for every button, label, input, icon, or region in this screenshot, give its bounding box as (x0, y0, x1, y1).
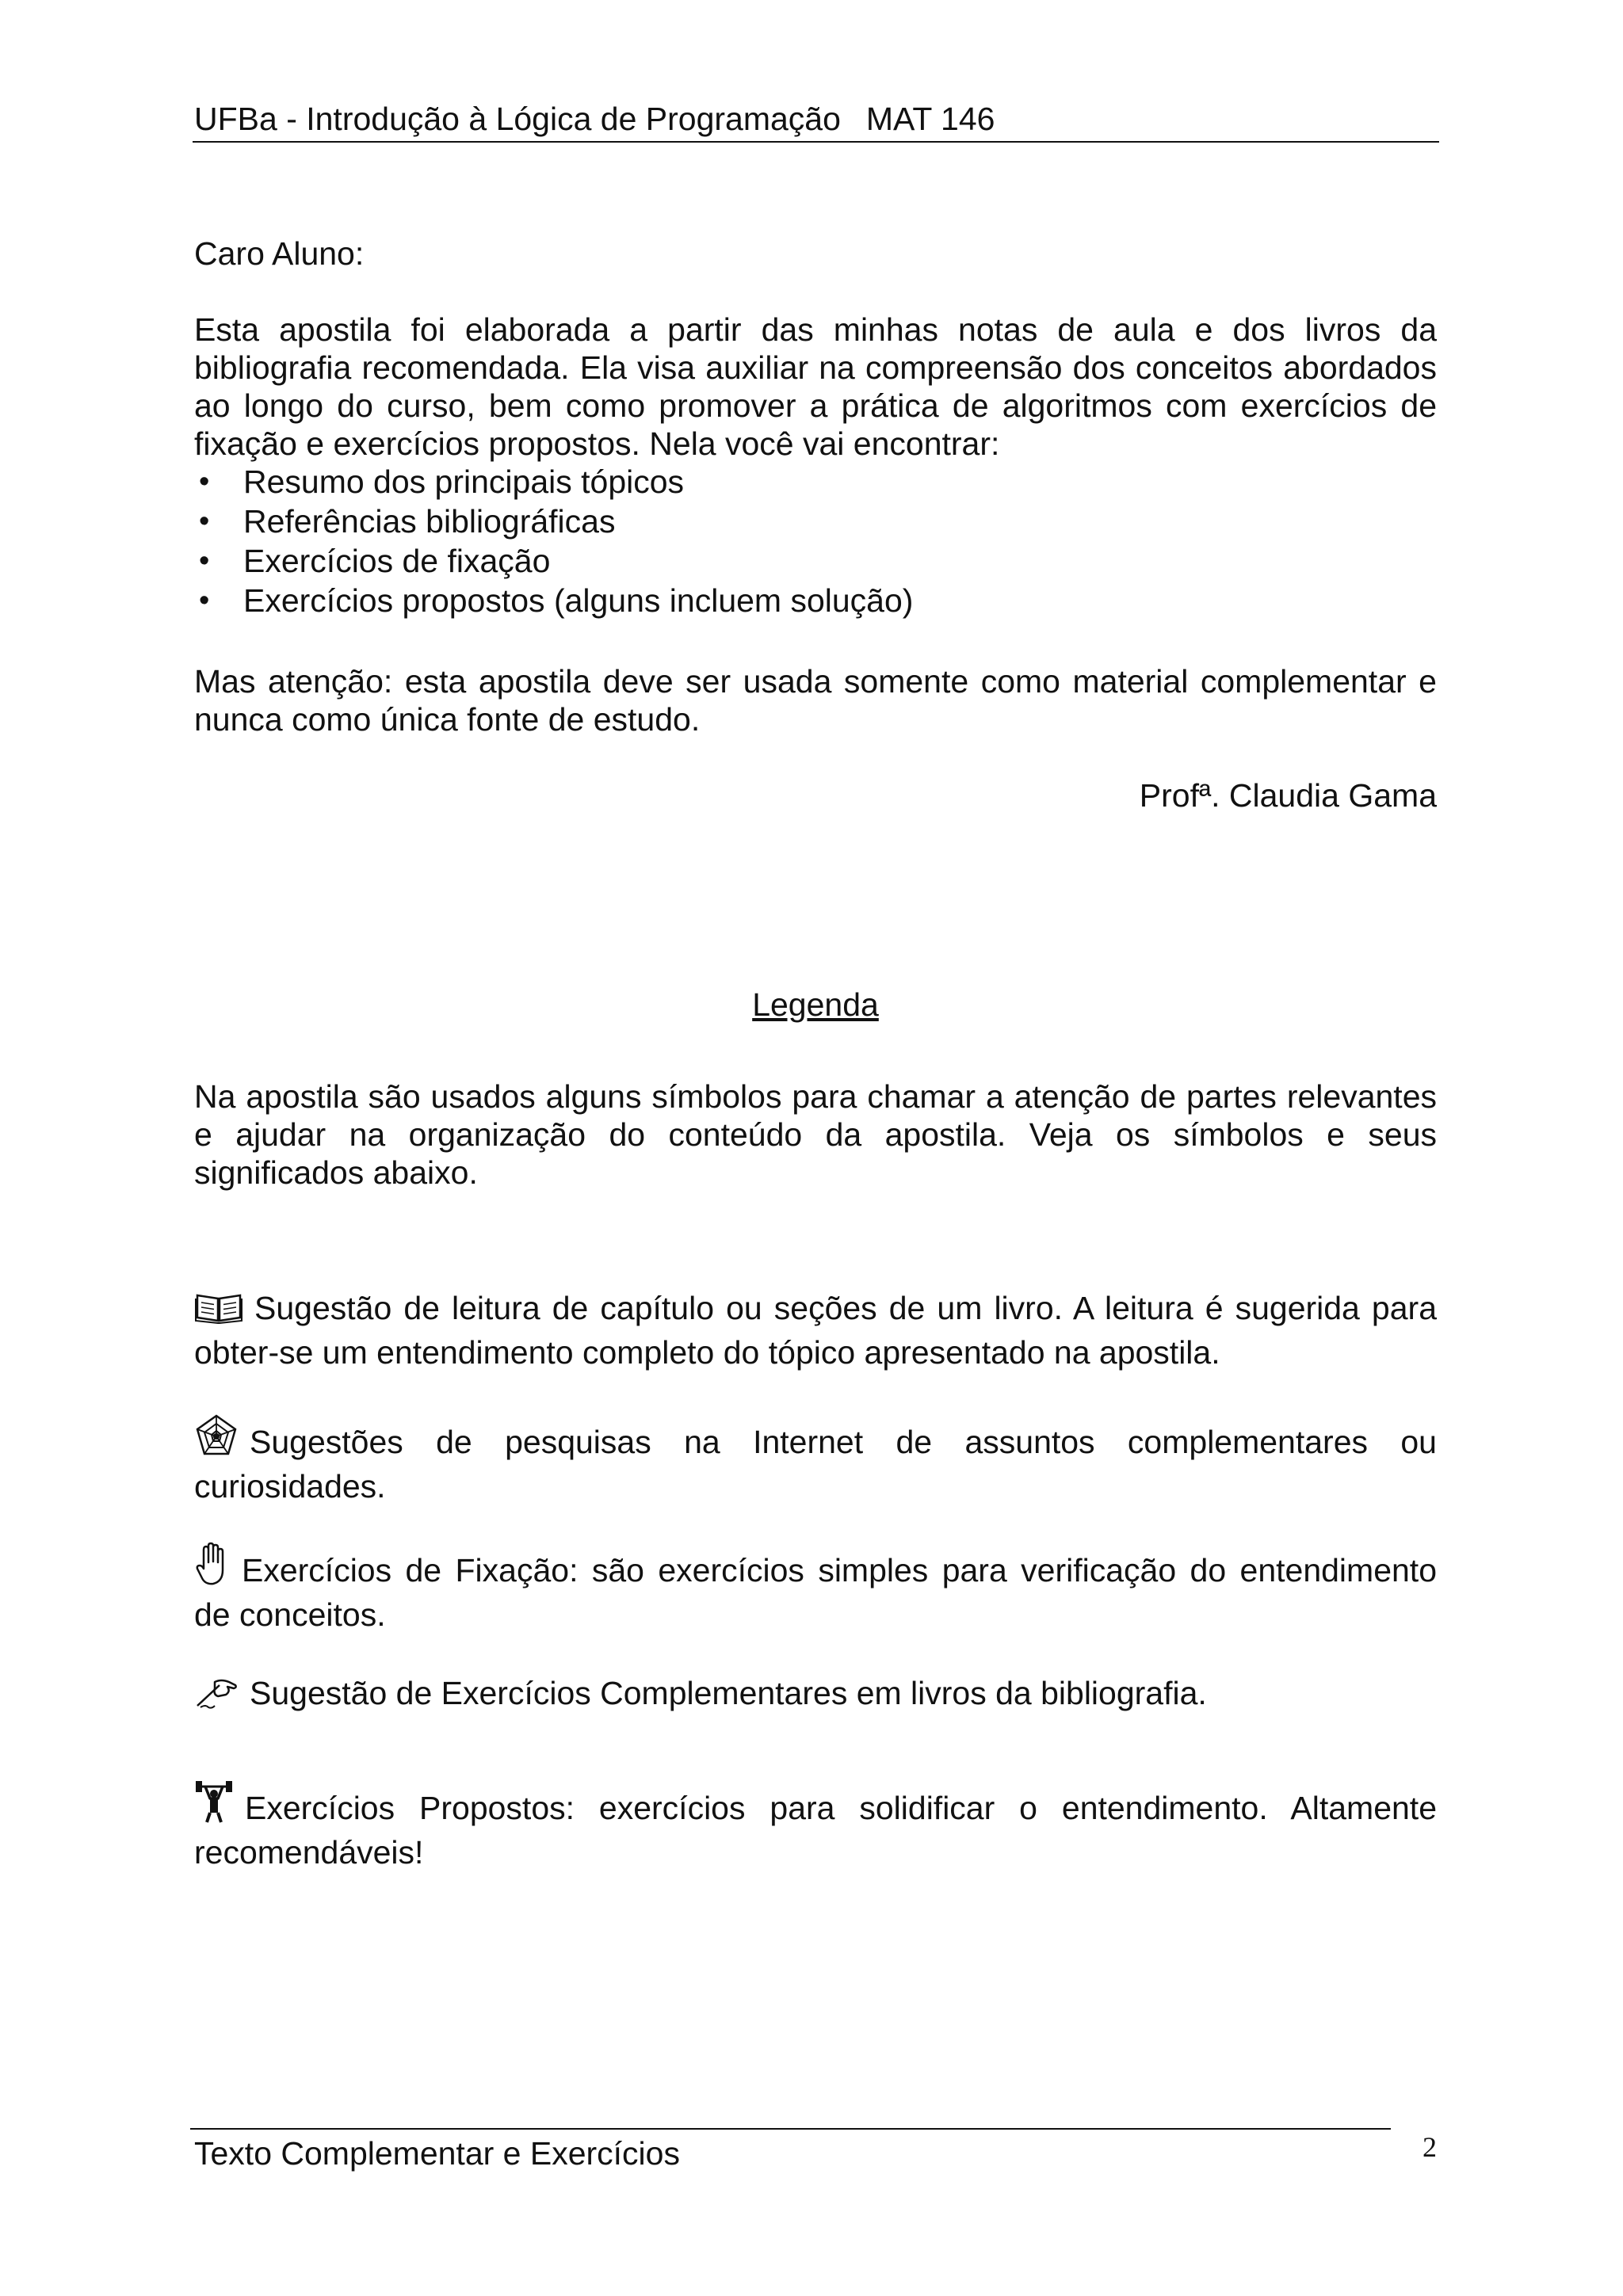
legend-item-complementary (194, 1673, 1437, 1718)
header-text (194, 100, 995, 138)
list-item: • Exercícios propostos (alguns incluem solução) (194, 582, 1437, 621)
legend-item-reading (194, 1288, 1437, 1372)
footer-text: Texto Complementar e Exercícios (194, 2135, 680, 2172)
spider-web-icon (194, 1413, 239, 1466)
writing-hand-icon (194, 1677, 239, 1718)
legend-item-text: Sugestão de Exercícios Complementares em livros da bibliografia. (250, 1675, 1207, 1711)
list-item: • Exercícios de fixação (194, 542, 1437, 582)
legend-item-text: Exercícios de Fixação: são exercícios simples para verificação do entendimento de conceitos. (194, 1552, 1437, 1633)
list-item: • Referências bibliográficas (194, 502, 1437, 542)
header-course: MAT 146 (865, 101, 995, 137)
letter-intro: Esta apostila foi elaborada a partir das minhas notas de aula e dos livros da bibliografia recomendada. Ela visa auxiliar na compreensão dos conceitos abordados ao longo do curso, bem como promover a prática de algoritmos com exercícios de fixação e exercícios propostos. Nela você vai encontrar: (194, 311, 1437, 462)
legend-item-text: Sugestão de leitura de capítulo ou seções de um livro. A leitura é sugerida para obter-se um entendimento completo do tópico apresentado na apostila. (194, 1290, 1437, 1371)
weightlifter-icon (194, 1779, 234, 1833)
footer-rule (190, 2128, 1391, 2130)
header-title: UFBa - Introdução à Lógica de Programação (194, 101, 841, 137)
raised-hand-icon (194, 1542, 231, 1595)
page-header (193, 93, 1439, 143)
open-book-icon (194, 1291, 243, 1333)
legend-item-text: Sugestões de pesquisas na Internet de assuntos complementares ou curiosidades. (194, 1424, 1437, 1505)
letter-greeting: Caro Aluno: (194, 235, 365, 272)
legend-item-internet (194, 1413, 1437, 1506)
topics-list (194, 463, 1437, 621)
list-item: • Resumo dos principais tópicos (194, 463, 1437, 502)
legend-item-proposed (194, 1779, 1437, 1872)
page-number: 2 (1423, 2131, 1437, 2163)
legend-title: Legenda (752, 986, 879, 1023)
legend-item-fixation (194, 1542, 1437, 1634)
letter-warning: Mas atenção: esta apostila deve ser usada somente como material complementar e nunca como única fonte de estudo. (194, 663, 1437, 738)
letter-signature: Profª. Claudia Gama (1139, 777, 1437, 814)
legend-intro: Na apostila são usados alguns símbolos para chamar a atenção de partes relevantes e ajudar na organização do conteúdo da apostila. Veja os símbolos e seus significados abaixo. (194, 1078, 1437, 1191)
legend-item-text: Exercícios Propostos: exercícios para solidificar o entendimento. Altamente recomendáveis! (194, 1790, 1437, 1871)
